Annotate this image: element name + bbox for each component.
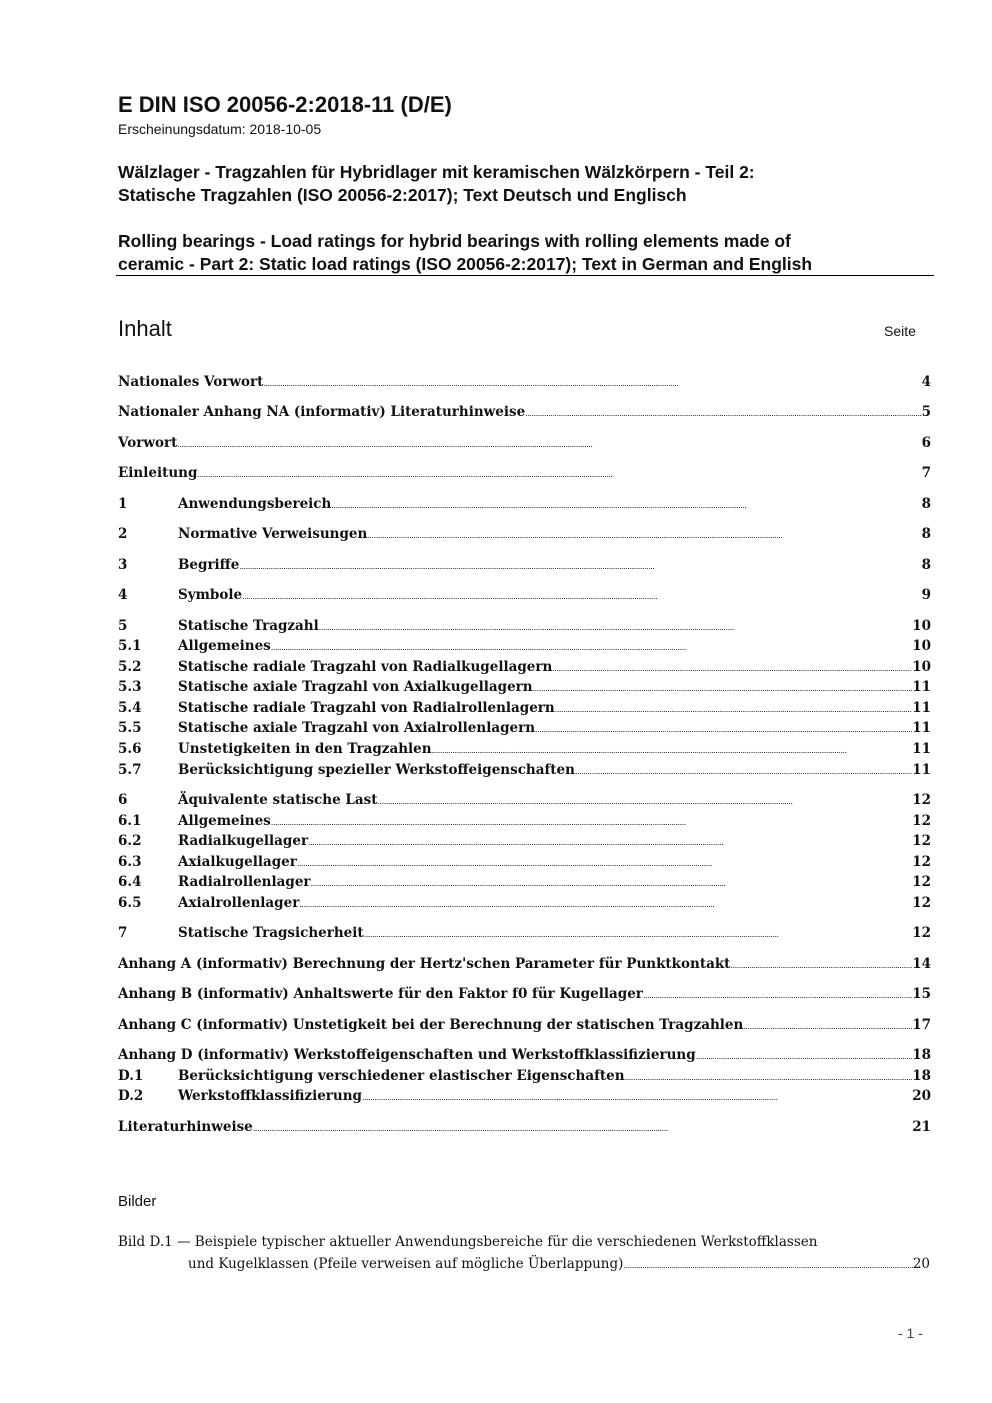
toc-entry-leader (533, 677, 913, 697)
toc-entry-leader (242, 585, 922, 605)
toc-entry-page: 12 (912, 895, 931, 911)
toc-entry-title: Radialrollenlager (178, 874, 311, 890)
toc-entry-title: Werkstoffklassifizierung (178, 1088, 362, 1104)
toc-entry-number: 4 (118, 587, 128, 603)
toc-entry-title: Anhang A (informativ) Berechnung der Hertz'schen Parameter für Punktkontakt (118, 956, 731, 972)
toc-entry-title: Literaturhinweise (118, 1119, 253, 1135)
toc-entry-title: Allgemeines (178, 813, 271, 829)
toc-entry-leader (239, 555, 921, 575)
toc-entry[interactable] (118, 1066, 931, 1086)
toc-entry-leader (253, 1117, 912, 1137)
toc-entry[interactable] (118, 923, 931, 943)
toc-entry-number: 5.2 (118, 659, 142, 675)
figure-entry-title-line-2: und Kugelklassen (Pfeile verweisen auf mögliche Überlappung) (188, 1256, 624, 1272)
toc-entry-page: 6 (921, 435, 931, 451)
toc-entry[interactable] (118, 811, 931, 831)
toc-entry-leader (362, 1086, 912, 1106)
toc-entry-page: 12 (912, 854, 931, 870)
toc-entry-title: Vorwort (118, 435, 178, 451)
toc-entry-number: 5.6 (118, 741, 142, 757)
toc-entry[interactable] (118, 1015, 931, 1035)
toc-entry-title: Anhang D (informativ) Werkstoffeigenschaften und Werkstoffklassifizierung (118, 1047, 696, 1063)
toc-entry-page: 4 (921, 374, 931, 390)
toc-entry[interactable] (118, 494, 931, 514)
page-number: - 1 - (898, 1325, 923, 1341)
toc-entry-number: 5.4 (118, 700, 142, 716)
toc-entry-page: 12 (912, 874, 931, 890)
toc-entry-leader (197, 463, 921, 483)
toc-entry-page: 11 (912, 679, 931, 695)
toc-entry[interactable] (118, 402, 931, 422)
toc-entry-title: Unstetigkeiten in den Tragzahlen (178, 741, 432, 757)
toc-entry-title: Statische radiale Tragzahl von Radialkugellagern (178, 659, 553, 675)
toc-entry-number: 5 (118, 618, 128, 634)
toc-entry-title: Axialrollenlager (178, 895, 300, 911)
toc-entry-number: 6.3 (118, 854, 142, 870)
toc-entry-page: 12 (912, 833, 931, 849)
toc-entry-leader (271, 811, 912, 831)
toc-entry-leader (730, 954, 912, 974)
toc-entry-leader (271, 636, 912, 656)
toc-entry[interactable] (118, 698, 931, 718)
toc-entry-page: 14 (912, 956, 931, 972)
toc-entry[interactable] (118, 852, 931, 872)
toc-entry-page: 18 (912, 1047, 931, 1063)
title-german-line-1: Wälzlager - Tragzahlen für Hybridlager mit keramischen Wälzkörpern - Teil 2: (118, 162, 755, 182)
toc-entry-title: Einleitung (118, 465, 198, 481)
toc-entry-number: 6.2 (118, 833, 142, 849)
toc-entry[interactable] (118, 616, 931, 636)
toc-entry-title: Äquivalente statische Last (178, 792, 378, 808)
document-title: E DIN ISO 20056-2:2018-11 (D/E) (118, 92, 452, 117)
toc-entry-title: Radialkugellager (178, 833, 309, 849)
toc-entry-leader (625, 1066, 913, 1086)
toc-entry[interactable] (118, 893, 931, 913)
toc-entry-page: 8 (921, 496, 931, 512)
toc-entry-title: Axialkugellager (178, 854, 297, 870)
toc-entry-page: 10 (912, 638, 931, 654)
toc-entry-title: Statische axiale Tragzahl von Axialrollenlagern (178, 720, 536, 736)
toc-entry[interactable] (118, 760, 931, 780)
toc-entry-title: Statische Tragzahl (178, 618, 319, 634)
toc-entry[interactable] (118, 790, 931, 810)
toc-entry-number: 2 (118, 526, 128, 542)
toc-entry-number: 6.4 (118, 874, 142, 890)
toc-entry[interactable] (118, 463, 931, 483)
toc-entry[interactable] (118, 636, 931, 656)
toc-entry[interactable] (118, 585, 931, 605)
toc-entry-leader (311, 872, 913, 892)
toc-heading: Inhalt (118, 316, 172, 341)
toc-entry-page: 11 (912, 741, 931, 757)
toc-entry-number: 5.3 (118, 679, 142, 695)
toc-entry-leader (696, 1045, 913, 1065)
toc-entry-leader (552, 657, 912, 677)
toc-entry-leader (525, 402, 921, 422)
toc-entry-title: Statische axiale Tragzahl von Axialkugellagern (178, 679, 533, 695)
toc-entry-page: 21 (912, 1119, 931, 1135)
title-german-line-2: Statische Tragzahlen (ISO 20056-2:2017); Text Deutsch und Englisch (118, 185, 687, 205)
toc-entry[interactable] (118, 555, 931, 575)
toc-entry-number: D.2 (118, 1088, 144, 1104)
figure-entry[interactable] (118, 1231, 930, 1275)
toc-entry-title: Nationales Vorwort (118, 374, 264, 390)
toc-entry-title: Allgemeines (178, 638, 271, 654)
toc-entry-page: 9 (921, 587, 931, 603)
toc-page-column-label: Seite (884, 323, 916, 339)
toc-entry-leader (555, 698, 912, 718)
toc-entry[interactable] (118, 984, 931, 1004)
figures-heading: Bilder (118, 1193, 157, 1210)
toc-entry-number: 5.5 (118, 720, 142, 736)
toc-entry-page: 12 (912, 925, 931, 941)
toc-entry-page: 15 (912, 986, 931, 1002)
toc-entry-leader (319, 616, 912, 636)
figure-entry-leader (623, 1253, 912, 1273)
toc-entry-page: 8 (921, 526, 931, 542)
publication-date: Erscheinungsdatum: 2018-10-05 (118, 121, 322, 137)
toc-entry-leader (643, 984, 912, 1004)
toc-entry-title: Berücksichtigung verschiedener elastischer Eigenschaften (178, 1068, 625, 1084)
toc-entry-title: Statische radiale Tragzahl von Radialrollenlagern (178, 700, 555, 716)
toc-entry-leader (575, 760, 912, 780)
toc-entry[interactable] (118, 872, 931, 892)
toc-entry-number: 5.7 (118, 762, 142, 778)
toc-entry-page: 12 (912, 813, 931, 829)
toc-entry[interactable] (118, 739, 931, 759)
toc-entry-page: 10 (912, 618, 931, 634)
toc-entry[interactable] (118, 433, 931, 453)
toc-entry-title: Anwendungsbereich (178, 496, 332, 512)
toc-entry-page: 11 (912, 700, 931, 716)
toc-entry-number: 1 (118, 496, 128, 512)
toc-entry-title: Statische Tragsicherheit (178, 925, 364, 941)
toc-entry-page: 5 (921, 404, 931, 420)
toc-entry[interactable] (118, 718, 931, 738)
toc-entry[interactable] (118, 677, 931, 697)
toc-entry-number: 6.5 (118, 895, 142, 911)
toc-entry-number: 6 (118, 792, 128, 808)
toc-entry-leader (263, 372, 921, 392)
toc-entry-number: 5.1 (118, 638, 142, 654)
toc-entry[interactable] (118, 524, 931, 544)
toc-entry-title: Anhang B (informativ) Anhaltswerte für den Faktor f0 für Kugellager (118, 986, 643, 1002)
toc-entry-leader (297, 852, 912, 872)
title-german (118, 161, 755, 207)
toc-entry-title: Begriffe (178, 557, 240, 573)
toc-entry-number: 6.1 (118, 813, 142, 829)
toc-entry-page: 11 (912, 762, 931, 778)
toc-entry-page: 8 (921, 557, 931, 573)
toc-entry-title: Symbole (178, 587, 243, 603)
toc-entry-leader (364, 923, 913, 943)
title-english (118, 230, 812, 276)
toc-entry-leader (377, 790, 912, 810)
toc-entry-page: 7 (921, 465, 931, 481)
toc-entry-title: Anhang C (informativ) Unstetigkeit bei der Berechnung der statischen Tragzahlen (118, 1017, 744, 1033)
toc-entry-leader (432, 739, 913, 759)
toc-entry-page: 18 (912, 1068, 931, 1084)
toc-entry[interactable] (118, 657, 931, 677)
toc-entry-number: 7 (118, 925, 128, 941)
toc-entry[interactable] (118, 372, 931, 392)
toc-entry-leader (743, 1015, 912, 1035)
toc-entry-number: D.1 (118, 1068, 144, 1084)
title-english-line-2: ceramic - Part 2: Static load ratings (ISO 20056-2:2017); Text in German and English (118, 254, 813, 274)
toc-entry-title: Nationaler Anhang NA (informativ) Literaturhinweise (118, 404, 526, 420)
toc-entry-page: 11 (912, 720, 931, 736)
toc-entry-page: 12 (912, 792, 931, 808)
toc-entry-number: 3 (118, 557, 128, 573)
toc-entry-leader (535, 718, 912, 738)
toc-entry-page: 10 (912, 659, 931, 675)
toc-entry-leader (177, 433, 921, 453)
figure-entry-title-line-1: Bild D.1 — Beispiele typischer aktueller Anwendungsbereiche für die verschiedenen Werkstoffklassen (118, 1234, 818, 1250)
figure-entry-page: 20 (912, 1256, 930, 1272)
toc-entry[interactable] (118, 1086, 931, 1106)
toc-entry-page: 20 (912, 1088, 931, 1104)
toc-entry-leader (299, 893, 912, 913)
toc-entry-page: 17 (912, 1017, 931, 1033)
toc-entry[interactable] (118, 954, 931, 974)
toc-entry-title: Berücksichtigung spezieller Werkstoffeigenschaften (178, 762, 575, 778)
title-divider (116, 275, 934, 276)
title-english-line-1: Rolling bearings - Load ratings for hybrid bearings with rolling elements made of (118, 231, 791, 251)
toc-entry[interactable] (118, 831, 931, 851)
toc-entry-leader (308, 831, 912, 851)
toc-entry-leader (367, 524, 921, 544)
toc-entry-leader (331, 494, 921, 514)
toc-entry[interactable] (118, 1045, 931, 1065)
toc-entry[interactable] (118, 1117, 931, 1137)
toc-entry-title: Normative Verweisungen (178, 526, 368, 542)
